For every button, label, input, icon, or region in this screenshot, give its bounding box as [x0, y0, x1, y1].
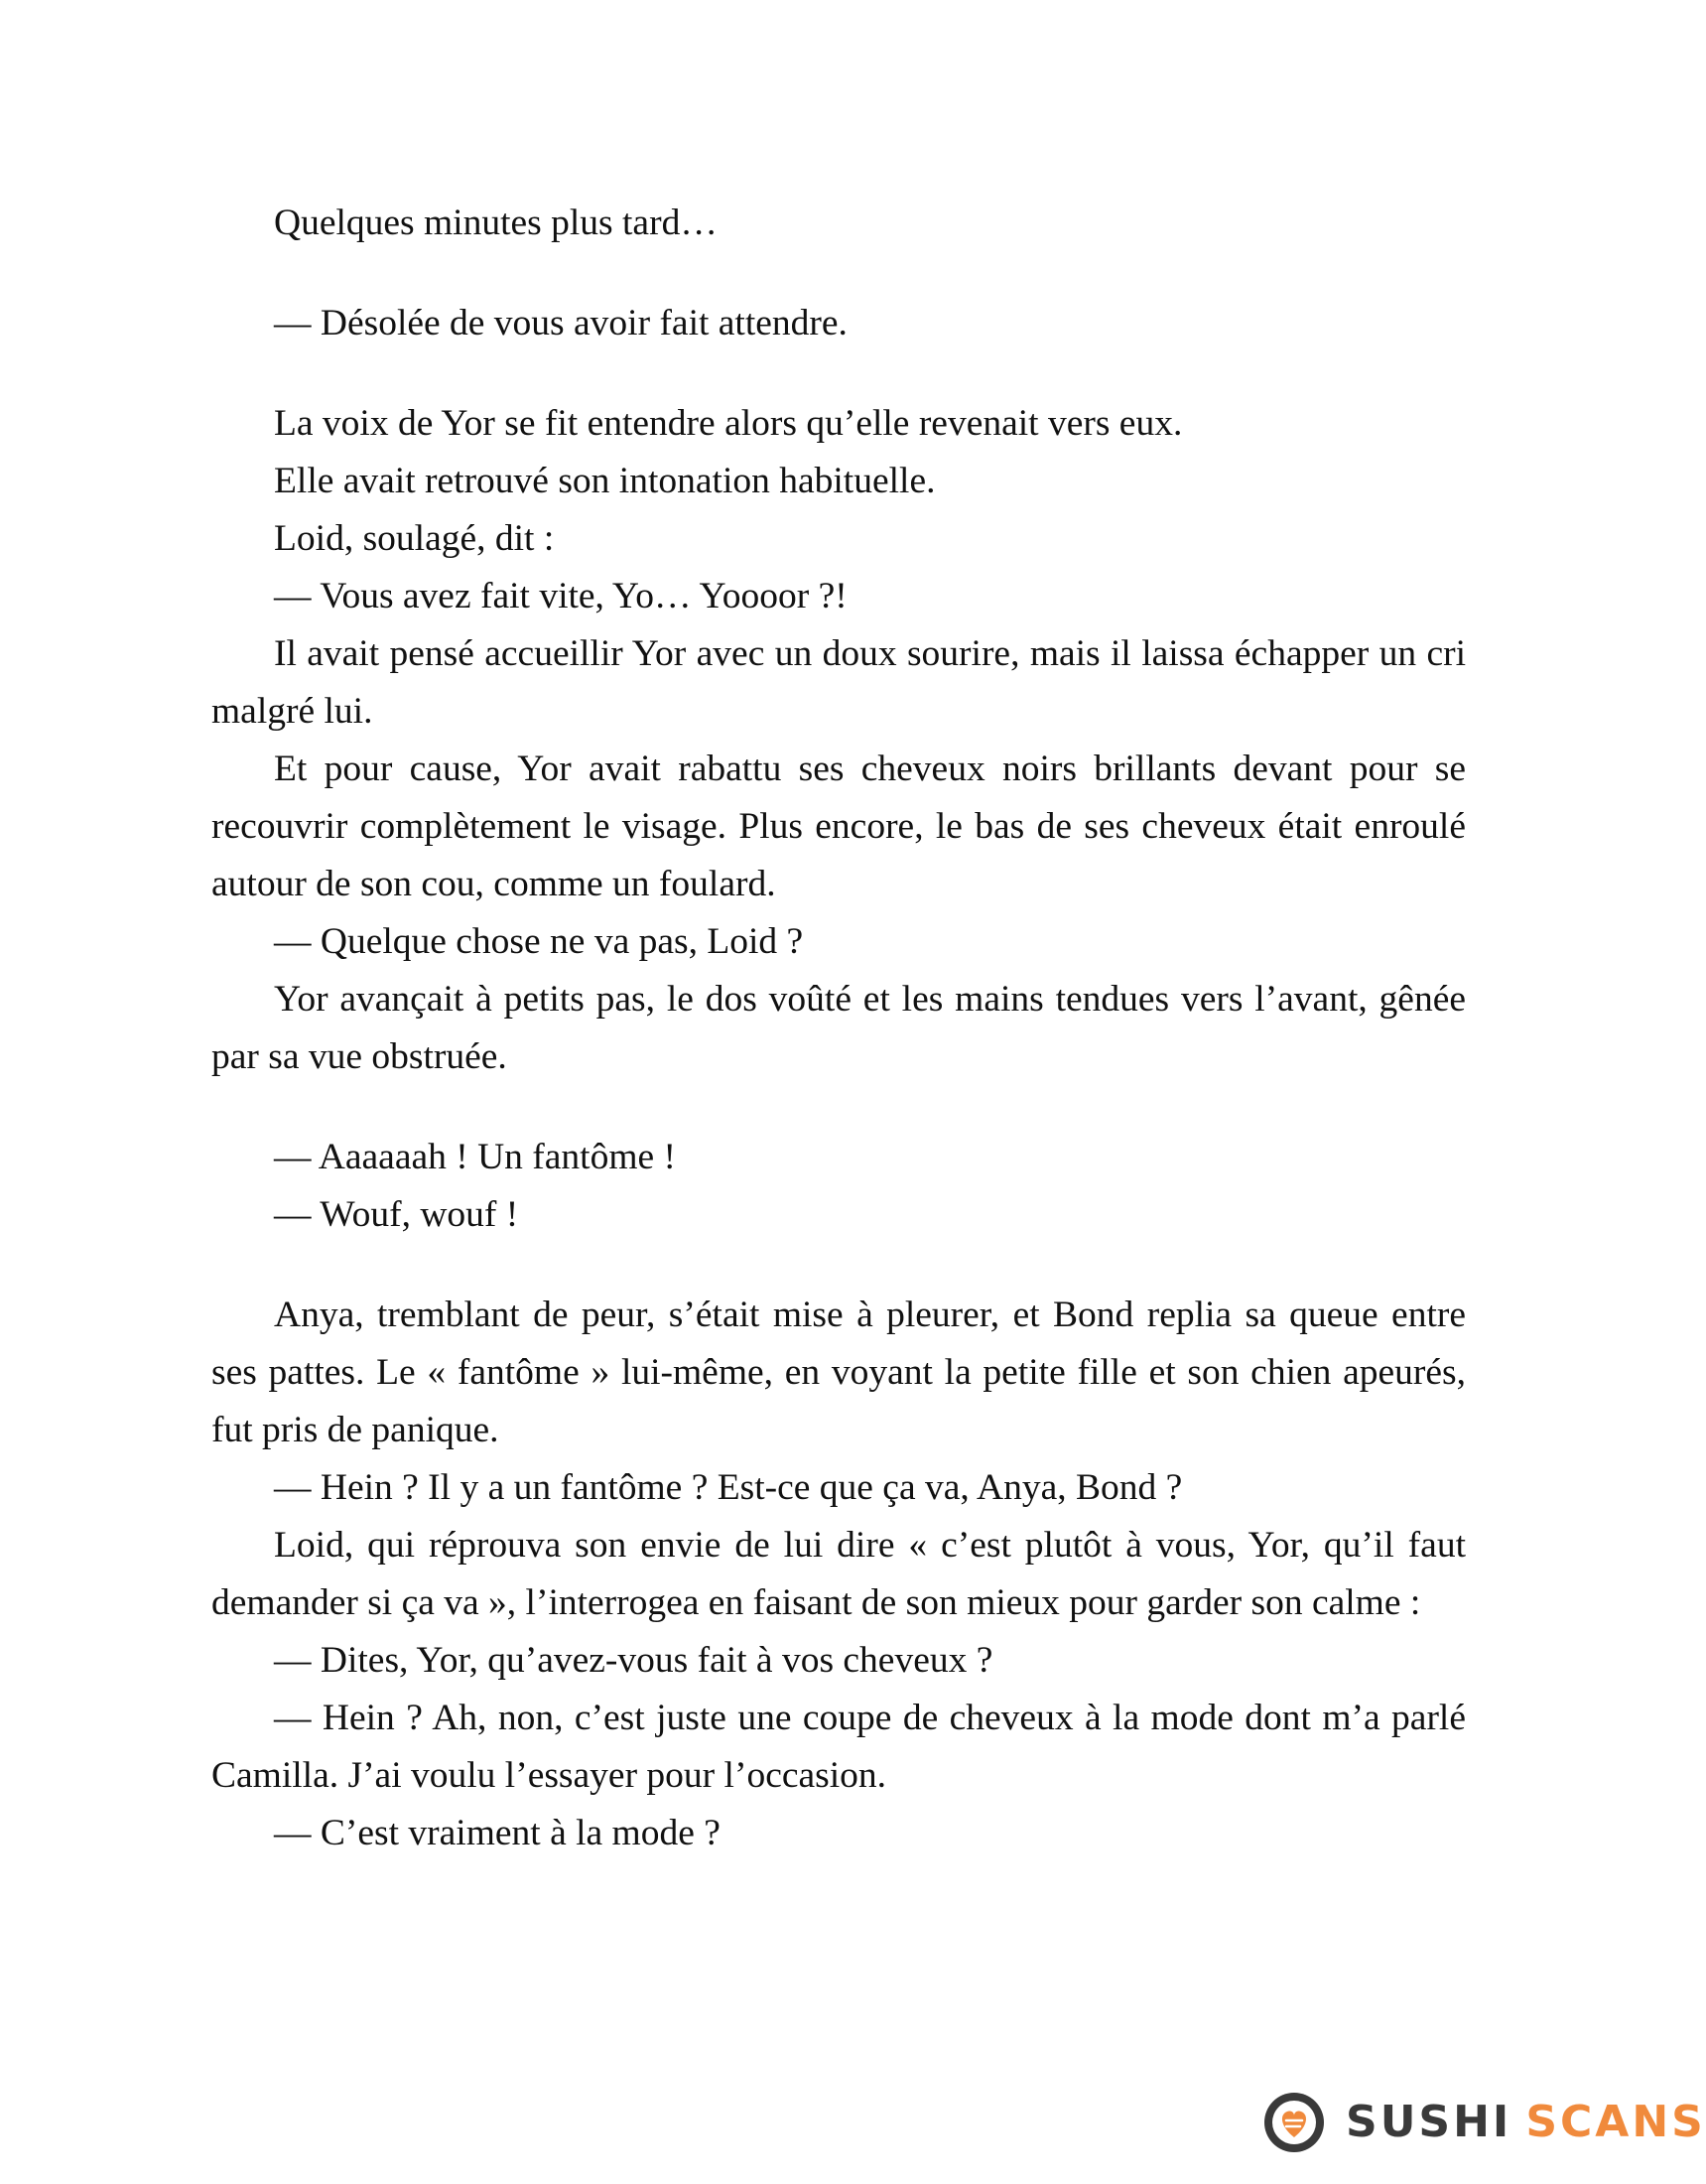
dialogue-line: — Hein ? Ah, non, c’est juste une coupe de cheveux à la mode dont m’a parlé Camilla. J’ai voulu l’essayer pour l’occasion.: [211, 1698, 1466, 1796]
paragraph: Loid, soulagé, dit :: [274, 518, 555, 559]
paragraph: Loid, qui réprouva son envie de lui dire « c’est plutôt à vous, Yor, qu’il faut demander si ça va », l’interrogea en faisant de son mieux pour garder son calme :: [211, 1525, 1466, 1623]
paragraph: Elle avait retrouvé son intonation habituelle.: [274, 461, 936, 501]
paragraph-gap: [211, 1086, 1466, 1129]
paragraph: La voix de Yor se fit entendre alors qu’elle revenait vers eux.: [274, 403, 1183, 444]
dialogue-line: — Vous avez fait vite, Yo… Yoooor ?!: [274, 576, 848, 616]
dialogue-line: — Quelque chose ne va pas, Loid ?: [274, 921, 804, 962]
dialogue-line: — Aaaaaah ! Un fantôme !: [274, 1137, 677, 1177]
paragraph: Yor avançait à petits pas, le dos voûté et les mains tendues vers l’avant, gênée par sa vue obstruée.: [211, 979, 1466, 1077]
sushi-scans-watermark: [1262, 2091, 1706, 2154]
dialogue-line: — Hein ? Il y a un fantôme ? Est-ce que ça va, Anya, Bond ?: [274, 1467, 1183, 1508]
sushi-logo-icon: [1262, 2091, 1326, 2154]
paragraph-gap: [211, 1244, 1466, 1287]
paragraph: Anya, tremblant de peur, s’était mise à pleurer, et Bond replia sa queue entre ses pattes. Le « fantôme » lui-même, en voyant la petite fille et son chien apeurés, fut pris de panique.: [211, 1295, 1466, 1450]
dialogue-line: — Wouf, wouf !: [274, 1194, 519, 1235]
paragraph-gap: [211, 252, 1466, 295]
paragraph: Quelques minutes plus tard…: [274, 203, 718, 243]
watermark-text: [1346, 2091, 1706, 2154]
dialogue-line: — C’est vraiment à la mode ?: [274, 1813, 721, 1853]
paragraph: Et pour cause, Yor avait rabattu ses cheveux noirs brillants devant pour se recouvrir complètement le visage. Plus encore, le bas de ses cheveux était enroulé autour de son cou, comme un foulard.: [211, 749, 1466, 904]
book-page: [211, 195, 1466, 1862]
dialogue-line: — Dites, Yor, qu’avez-vous fait à vos cheveux ?: [274, 1640, 993, 1681]
paragraph: Il avait pensé accueillir Yor avec un doux sourire, mais il laissa échapper un cri malgré lui.: [211, 633, 1466, 732]
paragraph-gap: [211, 352, 1466, 395]
dialogue-line: — Désolée de vous avoir fait attendre.: [274, 303, 848, 343]
watermark-word-scans: SCANS: [1525, 2097, 1706, 2147]
watermark-word-sushi: SUSHI: [1346, 2097, 1512, 2147]
